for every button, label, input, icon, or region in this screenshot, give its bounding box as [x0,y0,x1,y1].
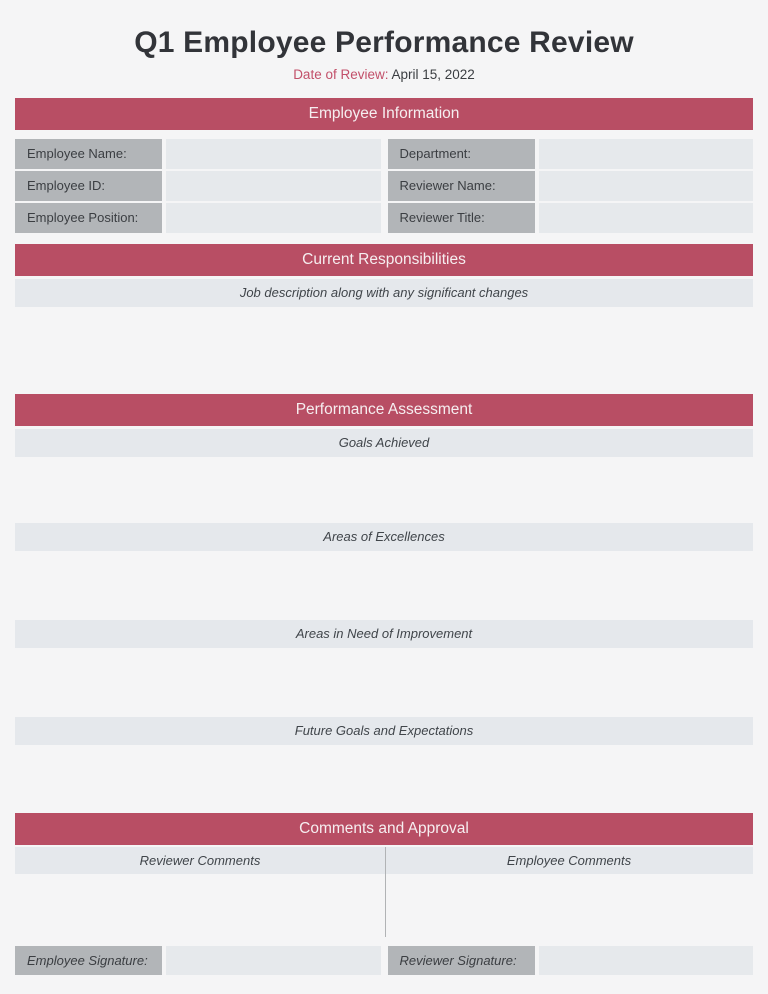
field-row-reviewer-title [388,203,754,233]
field-input-department[interactable] [539,139,754,169]
employee-comments-header: Employee Comments [385,847,753,874]
field-label-employee-name: Employee Name: [15,139,162,169]
comments-headers [15,847,753,874]
field-row-department [388,139,754,169]
field-row-employee-id [15,171,381,201]
section-header-employee-information: Employee Information [15,98,753,130]
reviewer-signature-input[interactable] [539,946,754,975]
field-input-employee-id[interactable] [166,171,381,201]
field-row-reviewer-name [388,171,754,201]
caption-goals-achieved: Goals Achieved [15,429,753,457]
writing-area-goals-achieved[interactable] [15,457,753,523]
date-of-review-line [15,67,753,82]
caption-areas-of-excellences: Areas of Excellences [15,523,753,551]
reviewer-signature-field [388,946,754,975]
comments-area [15,847,753,937]
writing-area-areas-of-excellences[interactable] [15,551,753,620]
date-of-review-value: April 15, 2022 [391,67,475,82]
caption-job-description: Job description along with any significant changes [15,279,753,307]
writing-area-current-responsibilities[interactable] [15,307,753,394]
field-input-reviewer-title[interactable] [539,203,754,233]
field-label-reviewer-name: Reviewer Name: [388,171,535,201]
writing-area-reviewer-comments[interactable] [15,874,385,937]
writing-area-areas-in-need-of-improvement[interactable] [15,648,753,717]
field-label-employee-id: Employee ID: [15,171,162,201]
field-label-department: Department: [388,139,535,169]
form-title: Q1 Employee Performance Review [134,26,634,59]
section-header-current-responsibilities: Current Responsibilities [15,244,753,276]
field-input-employee-name[interactable] [166,139,381,169]
writing-area-employee-comments[interactable] [386,874,753,937]
field-input-employee-position[interactable] [166,203,381,233]
field-label-reviewer-title: Reviewer Title: [388,203,535,233]
section-header-comments-and-approval: Comments and Approval [15,813,753,845]
field-row-employee-name [15,139,381,169]
reviewer-signature-label: Reviewer Signature: [388,946,535,975]
date-of-review-label: Date of Review: [293,67,389,82]
employee-information-right-column [388,139,754,233]
employee-information-grid [15,139,753,233]
field-label-employee-position: Employee Position: [15,203,162,233]
writing-area-future-goals-and-expectations[interactable] [15,745,753,813]
caption-areas-in-need-of-improvement: Areas in Need of Improvement [15,620,753,648]
field-row-employee-position [15,203,381,233]
employee-signature-field [15,946,381,975]
employee-signature-input[interactable] [166,946,381,975]
reviewer-comments-header: Reviewer Comments [15,847,385,874]
field-input-reviewer-name[interactable] [539,171,754,201]
caption-future-goals-and-expectations: Future Goals and Expectations [15,717,753,745]
employee-signature-label: Employee Signature: [15,946,162,975]
section-header-performance-assessment: Performance Assessment [15,394,753,426]
signature-row [15,946,753,975]
employee-information-left-column [15,139,381,233]
